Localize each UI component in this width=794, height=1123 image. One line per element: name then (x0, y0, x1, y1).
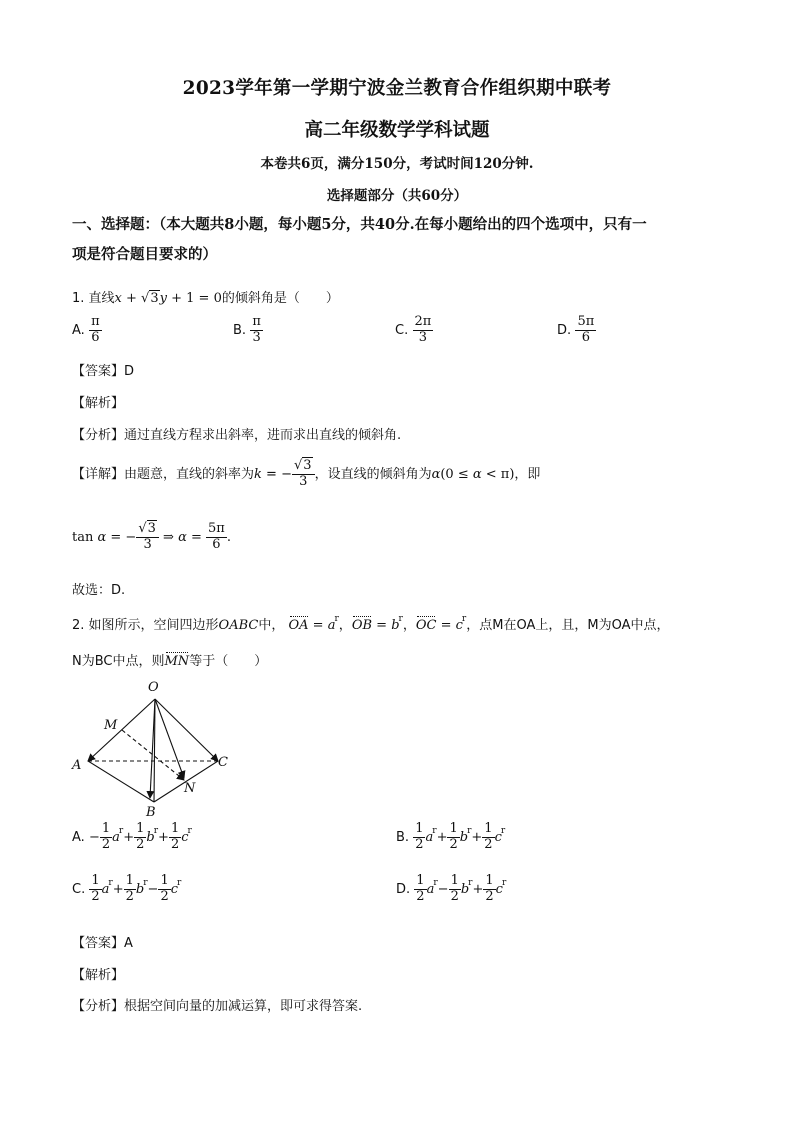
section-heading-line2: 项是符合题目要求的） (72, 246, 217, 263)
exam-subtitle: 高二年级数学学科试题 (304, 120, 490, 141)
q1-conclusion: 故选：D. (72, 583, 126, 598)
question-2-line1: 2. 如图所示，空间四边形OABC中， OA = $a^r$，OB = $b^r$，OC = $c^r$，点M在OA上，且，M为OA中点， (72, 614, 670, 633)
section-heading-line1: 一、选择题：（本大题共8小题，每小题5分，共40分.在每小题给出的四个选项中，只有一 (72, 216, 647, 233)
edge-ab (88, 761, 154, 802)
q1-option-b-fraction: $\frac{\pi}{3}$ (252, 314, 261, 345)
edge-oa (88, 699, 155, 761)
edge-oc (155, 699, 218, 761)
q1-answer: 【答案】D (72, 364, 135, 379)
label-m: M (104, 718, 118, 733)
label-b: B (146, 805, 156, 820)
tetrahedron-figure (66, 674, 246, 820)
q1-equation: x + √3y + 1 = 0 (114, 291, 222, 306)
q1-detail: 【详解】由题意，直线的斜率为k = − $\frac{√3}{3}$ ，设直线的倾斜角为α(0 ≤ α < π)，即 (72, 458, 541, 489)
q1-option-d: D. $\frac{5\pi}{6}$ (557, 314, 595, 345)
q1-option-d-fraction: $\frac{5\pi}{6}$ (577, 314, 595, 345)
q2-option-b: B. $\frac{1}{2}$ $a^r+$ $\frac{1}{2}$ $b^r+$ $\frac{1}{2}$ $c^r$ (396, 821, 506, 852)
q1-fenxi: 【分析】通过直线方程求出斜率，进而求出直线的倾斜角. (72, 428, 402, 443)
q2-option-a: A. − $\frac{1}{2}$ $a^r+$ $\frac{1}{2}$ $b^r+$ $\frac{1}{2}$ $c^r$ (72, 821, 192, 852)
question-1 (72, 287, 339, 306)
label-a: A (72, 758, 82, 773)
q1-option-c-fraction: $\frac{2\pi}{3}$ (414, 314, 432, 345)
q1-detail-formula: tan α = − $\frac{√3}{3}$ ⇒ α = $\frac{5\pi}{6}$ . (72, 521, 231, 552)
q1-option-a-fraction: $\frac{\pi}{6}$ (91, 314, 100, 345)
q1-analysis-tag: 【解析】 (72, 396, 125, 411)
q2-option-d: D. $\frac{1}{2}$ $a^r-$ $\frac{1}{2}$ $b^r+$ $\frac{1}{2}$ $c^r$ (396, 873, 507, 904)
exam-info: 本卷共6页，满分150分，考试时间120分钟. (260, 156, 534, 172)
part-heading: 选择题部分（共60分） (326, 188, 468, 204)
question-2-line2: N为BC中点，则MN等于（ ） (72, 654, 268, 669)
q1-option-b: B. $\frac{\pi}{3}$ (233, 314, 261, 345)
q1-option-a: A. $\frac{\pi}{6}$ (72, 314, 100, 345)
exam-title: 2023学年第一学期宁波金兰教育合作组织期中联考 (182, 78, 612, 99)
q2-fenxi: 【分析】根据空间向量的加减运算，即可求得答案. (72, 999, 363, 1014)
label-c: C (218, 755, 228, 770)
q2-analysis-tag: 【解析】 (72, 968, 125, 983)
q2-answer: 【答案】A (72, 936, 133, 951)
q2-option-c: C. $\frac{1}{2}$ $a^r+$ $\frac{1}{2}$ $b^r-$ $\frac{1}{2}$ $c^r$ (72, 873, 182, 904)
q1-suffix: 的倾斜角是（ ） (221, 291, 339, 306)
q1-prefix: 1. 直线 (72, 291, 115, 306)
label-n: N (184, 781, 196, 796)
label-o: O (148, 680, 159, 695)
vector-on (155, 699, 184, 778)
q1-option-c: C. $\frac{2\pi}{3}$ (395, 314, 432, 345)
